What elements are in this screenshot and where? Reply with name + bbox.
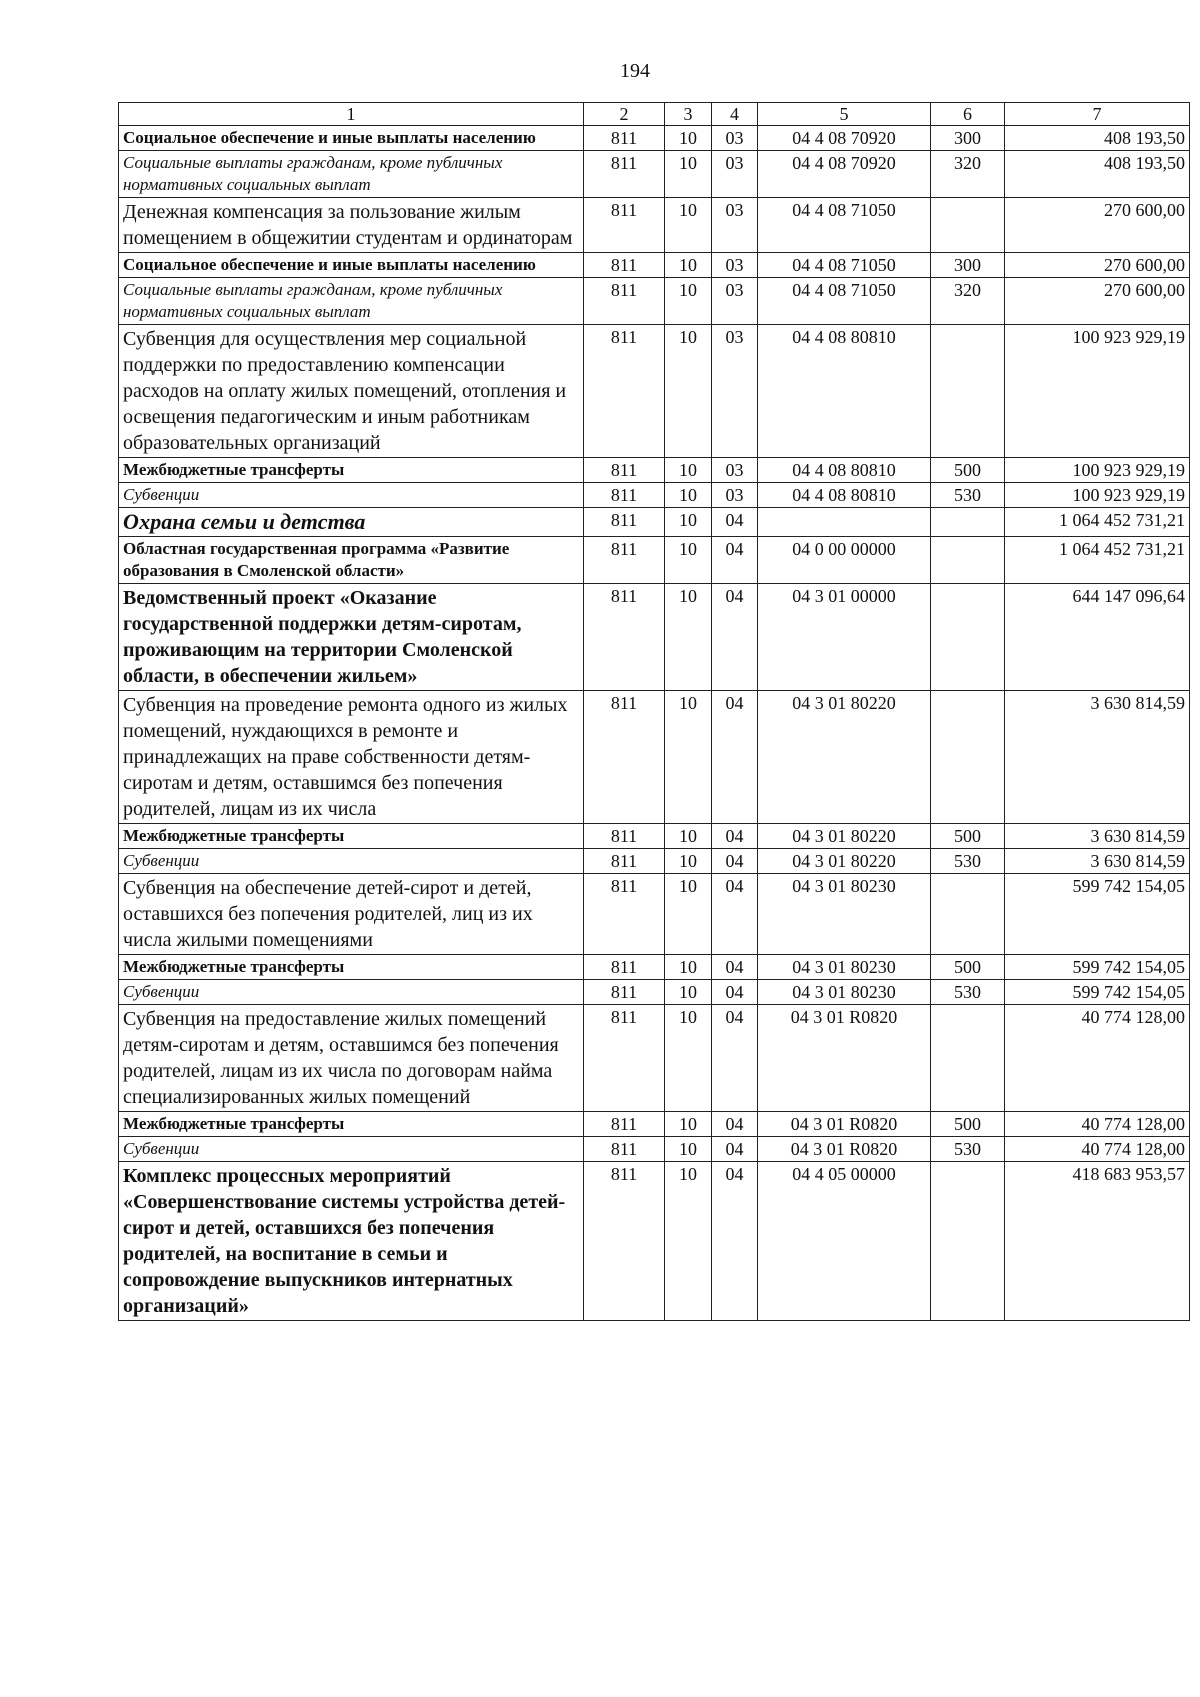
row-code-cell: 811 xyxy=(584,874,665,955)
row-expense-type-cell xyxy=(931,508,1005,537)
row-code-cell: 811 xyxy=(584,824,665,849)
row-target-cell: 04 4 08 80810 xyxy=(758,483,931,508)
header-col-4: 4 xyxy=(712,103,758,126)
row-amount-cell: 270 600,00 xyxy=(1005,253,1190,278)
row-expense-type-cell: 300 xyxy=(931,126,1005,151)
row-amount-cell: 3 630 814,59 xyxy=(1005,824,1190,849)
row-amount-cell: 3 630 814,59 xyxy=(1005,849,1190,874)
row-amount-cell: 100 923 929,19 xyxy=(1005,483,1190,508)
budget-table xyxy=(118,102,1190,1321)
header-col-7: 7 xyxy=(1005,103,1190,126)
row-target-cell: 04 3 01 80220 xyxy=(758,849,931,874)
row-subsection-cell: 04 xyxy=(712,955,758,980)
row-subsection-cell: 03 xyxy=(712,483,758,508)
row-target-cell: 04 4 08 71050 xyxy=(758,253,931,278)
row-amount-cell: 270 600,00 xyxy=(1005,278,1190,325)
row-section-cell: 10 xyxy=(665,151,712,198)
row-expense-type-cell xyxy=(931,198,1005,253)
row-expense-type-cell: 530 xyxy=(931,980,1005,1005)
row-section-cell: 10 xyxy=(665,1137,712,1162)
row-code-cell: 811 xyxy=(584,278,665,325)
row-target-cell: 04 4 05 00000 xyxy=(758,1162,931,1321)
row-target-cell: 04 3 01 R0820 xyxy=(758,1112,931,1137)
row-name-cell: Субвенции xyxy=(119,483,584,508)
row-subsection-cell: 04 xyxy=(712,508,758,537)
row-expense-type-cell: 320 xyxy=(931,151,1005,198)
row-name-cell: Субвенция на проведение ремонта одного из жилых помещений, нуждающихся в ремонте и принадлежащих на праве собственности детям-сиротам и детям, оставшимся без попечения родителей, лицам из их числа xyxy=(119,691,584,824)
table-row xyxy=(119,458,1190,483)
row-expense-type-cell: 500 xyxy=(931,955,1005,980)
row-code-cell: 811 xyxy=(584,253,665,278)
table-row xyxy=(119,537,1190,584)
row-code-cell: 811 xyxy=(584,1162,665,1321)
table-row xyxy=(119,198,1190,253)
row-subsection-cell: 03 xyxy=(712,151,758,198)
row-subsection-cell: 04 xyxy=(712,537,758,584)
row-subsection-cell: 04 xyxy=(712,1005,758,1112)
row-expense-type-cell: 530 xyxy=(931,483,1005,508)
table-row xyxy=(119,126,1190,151)
row-code-cell: 811 xyxy=(584,508,665,537)
row-code-cell: 811 xyxy=(584,584,665,691)
row-subsection-cell: 04 xyxy=(712,1137,758,1162)
row-name-cell: Ведомственный проект «Оказание государственной поддержки детям-сиротам, проживающим на территории Смоленской области, в обеспечении жильем» xyxy=(119,584,584,691)
row-amount-cell: 40 774 128,00 xyxy=(1005,1005,1190,1112)
table-row xyxy=(119,151,1190,198)
row-expense-type-cell: 530 xyxy=(931,849,1005,874)
row-subsection-cell: 03 xyxy=(712,458,758,483)
row-code-cell: 811 xyxy=(584,1137,665,1162)
row-target-cell: 04 3 01 80230 xyxy=(758,874,931,955)
row-code-cell: 811 xyxy=(584,126,665,151)
row-target-cell: 04 3 01 80220 xyxy=(758,824,931,849)
row-code-cell: 811 xyxy=(584,537,665,584)
row-expense-type-cell xyxy=(931,537,1005,584)
row-subsection-cell: 03 xyxy=(712,253,758,278)
row-name-cell: Межбюджетные трансферты xyxy=(119,824,584,849)
row-amount-cell: 408 193,50 xyxy=(1005,151,1190,198)
row-code-cell: 811 xyxy=(584,980,665,1005)
row-amount-cell: 40 774 128,00 xyxy=(1005,1137,1190,1162)
row-section-cell: 10 xyxy=(665,1005,712,1112)
row-section-cell: 10 xyxy=(665,584,712,691)
row-code-cell: 811 xyxy=(584,151,665,198)
page-number: 194 xyxy=(620,60,650,82)
row-subsection-cell: 04 xyxy=(712,1112,758,1137)
row-amount-cell: 599 742 154,05 xyxy=(1005,955,1190,980)
row-name-cell: Социальное обеспечение и иные выплаты населению xyxy=(119,126,584,151)
row-subsection-cell: 04 xyxy=(712,824,758,849)
row-expense-type-cell: 500 xyxy=(931,458,1005,483)
row-code-cell: 811 xyxy=(584,483,665,508)
row-amount-cell: 644 147 096,64 xyxy=(1005,584,1190,691)
row-amount-cell: 100 923 929,19 xyxy=(1005,458,1190,483)
table-row xyxy=(119,253,1190,278)
row-amount-cell: 100 923 929,19 xyxy=(1005,325,1190,458)
row-section-cell: 10 xyxy=(665,278,712,325)
row-expense-type-cell: 530 xyxy=(931,1137,1005,1162)
row-amount-cell: 599 742 154,05 xyxy=(1005,874,1190,955)
row-name-cell: Межбюджетные трансферты xyxy=(119,1112,584,1137)
row-target-cell: 04 4 08 80810 xyxy=(758,458,931,483)
header-col-2: 2 xyxy=(584,103,665,126)
row-expense-type-cell: 500 xyxy=(931,1112,1005,1137)
table-row xyxy=(119,691,1190,824)
table-row xyxy=(119,508,1190,537)
row-name-cell: Межбюджетные трансферты xyxy=(119,458,584,483)
row-name-cell: Субвенция на обеспечение детей-сирот и детей, оставшихся без попечения родителей, лиц из их числа жилыми помещениями xyxy=(119,874,584,955)
row-name-cell: Субвенции xyxy=(119,980,584,1005)
row-expense-type-cell xyxy=(931,584,1005,691)
table-row xyxy=(119,278,1190,325)
row-expense-type-cell xyxy=(931,325,1005,458)
header-col-5: 5 xyxy=(758,103,931,126)
row-target-cell: 04 4 08 71050 xyxy=(758,278,931,325)
table-row xyxy=(119,849,1190,874)
row-amount-cell: 418 683 953,57 xyxy=(1005,1162,1190,1321)
row-code-cell: 811 xyxy=(584,691,665,824)
row-subsection-cell: 03 xyxy=(712,325,758,458)
row-subsection-cell: 04 xyxy=(712,691,758,824)
table-row xyxy=(119,824,1190,849)
row-subsection-cell: 03 xyxy=(712,126,758,151)
row-section-cell: 10 xyxy=(665,824,712,849)
row-target-cell: 04 4 08 71050 xyxy=(758,198,931,253)
row-section-cell: 10 xyxy=(665,483,712,508)
row-amount-cell: 599 742 154,05 xyxy=(1005,980,1190,1005)
table-row xyxy=(119,1162,1190,1321)
row-target-cell: 04 3 01 80230 xyxy=(758,955,931,980)
row-expense-type-cell: 320 xyxy=(931,278,1005,325)
row-subsection-cell: 04 xyxy=(712,584,758,691)
row-subsection-cell: 04 xyxy=(712,980,758,1005)
row-subsection-cell: 03 xyxy=(712,278,758,325)
row-section-cell: 10 xyxy=(665,537,712,584)
row-amount-cell: 1 064 452 731,21 xyxy=(1005,537,1190,584)
row-section-cell: 10 xyxy=(665,325,712,458)
row-section-cell: 10 xyxy=(665,849,712,874)
row-subsection-cell: 04 xyxy=(712,874,758,955)
table-row xyxy=(119,1005,1190,1112)
row-target-cell: 04 3 01 R0820 xyxy=(758,1005,931,1112)
row-section-cell: 10 xyxy=(665,980,712,1005)
table-row xyxy=(119,325,1190,458)
row-subsection-cell: 04 xyxy=(712,1162,758,1321)
row-name-cell: Субвенция на предоставление жилых помещений детям-сиротам и детям, оставшимся без попечения родителей, лицам из их числа по договорам найма специализированных жилых помещений xyxy=(119,1005,584,1112)
row-section-cell: 10 xyxy=(665,508,712,537)
row-subsection-cell: 03 xyxy=(712,198,758,253)
table-row xyxy=(119,980,1190,1005)
row-section-cell: 10 xyxy=(665,1112,712,1137)
row-name-cell: Социальное обеспечение и иные выплаты населению xyxy=(119,253,584,278)
row-subsection-cell: 04 xyxy=(712,849,758,874)
row-section-cell: 10 xyxy=(665,126,712,151)
header-col-1: 1 xyxy=(119,103,584,126)
row-section-cell: 10 xyxy=(665,955,712,980)
table-row xyxy=(119,955,1190,980)
table-header-row xyxy=(119,103,1190,126)
row-name-cell: Межбюджетные трансферты xyxy=(119,955,584,980)
row-target-cell: 04 3 01 R0820 xyxy=(758,1137,931,1162)
table-row xyxy=(119,584,1190,691)
row-section-cell: 10 xyxy=(665,874,712,955)
row-amount-cell: 40 774 128,00 xyxy=(1005,1112,1190,1137)
row-amount-cell: 408 193,50 xyxy=(1005,126,1190,151)
row-target-cell: 04 3 01 80230 xyxy=(758,980,931,1005)
row-expense-type-cell xyxy=(931,1005,1005,1112)
row-target-cell: 04 4 08 70920 xyxy=(758,126,931,151)
table-row xyxy=(119,483,1190,508)
row-name-cell: Социальные выплаты гражданам, кроме публичных нормативных социальных выплат xyxy=(119,151,584,198)
row-section-cell: 10 xyxy=(665,198,712,253)
row-name-cell: Субвенции xyxy=(119,849,584,874)
row-expense-type-cell: 500 xyxy=(931,824,1005,849)
row-code-cell: 811 xyxy=(584,458,665,483)
row-name-cell: Областная государственная программа «Развитие образования в Смоленской области» xyxy=(119,537,584,584)
row-code-cell: 811 xyxy=(584,849,665,874)
row-target-cell: 04 4 08 70920 xyxy=(758,151,931,198)
row-expense-type-cell: 300 xyxy=(931,253,1005,278)
row-section-cell: 10 xyxy=(665,458,712,483)
row-name-cell: Комплекс процессных мероприятий «Совершенствование системы устройства детей-сирот и детей, оставшихся без попечения родителей, на воспитание в семьи и сопровождение выпускников интернатных организаций» xyxy=(119,1162,584,1321)
row-name-cell: Охрана семьи и детства xyxy=(119,508,584,537)
row-code-cell: 811 xyxy=(584,955,665,980)
row-section-cell: 10 xyxy=(665,1162,712,1321)
row-code-cell: 811 xyxy=(584,1005,665,1112)
header-col-6: 6 xyxy=(931,103,1005,126)
row-code-cell: 811 xyxy=(584,198,665,253)
row-target-cell xyxy=(758,508,931,537)
row-code-cell: 811 xyxy=(584,325,665,458)
row-name-cell: Субвенция для осуществления мер социальной поддержки по предоставлению компенсации расходов на оплату жилых помещений, отопления и освещения педагогическим и иным работникам образовательных организаций xyxy=(119,325,584,458)
row-target-cell: 04 0 00 00000 xyxy=(758,537,931,584)
row-target-cell: 04 3 01 80220 xyxy=(758,691,931,824)
row-name-cell: Денежная компенсация за пользование жилым помещением в общежитии студентам и ординаторам xyxy=(119,198,584,253)
row-target-cell: 04 3 01 00000 xyxy=(758,584,931,691)
row-expense-type-cell xyxy=(931,1162,1005,1321)
row-name-cell: Социальные выплаты гражданам, кроме публичных нормативных социальных выплат xyxy=(119,278,584,325)
row-expense-type-cell xyxy=(931,874,1005,955)
row-code-cell: 811 xyxy=(584,1112,665,1137)
row-target-cell: 04 4 08 80810 xyxy=(758,325,931,458)
row-expense-type-cell xyxy=(931,691,1005,824)
table-row xyxy=(119,1137,1190,1162)
row-amount-cell: 3 630 814,59 xyxy=(1005,691,1190,824)
table-row xyxy=(119,1112,1190,1137)
row-name-cell: Субвенции xyxy=(119,1137,584,1162)
table-row xyxy=(119,874,1190,955)
header-col-3: 3 xyxy=(665,103,712,126)
row-amount-cell: 270 600,00 xyxy=(1005,198,1190,253)
row-amount-cell: 1 064 452 731,21 xyxy=(1005,508,1190,537)
row-section-cell: 10 xyxy=(665,691,712,824)
row-section-cell: 10 xyxy=(665,253,712,278)
